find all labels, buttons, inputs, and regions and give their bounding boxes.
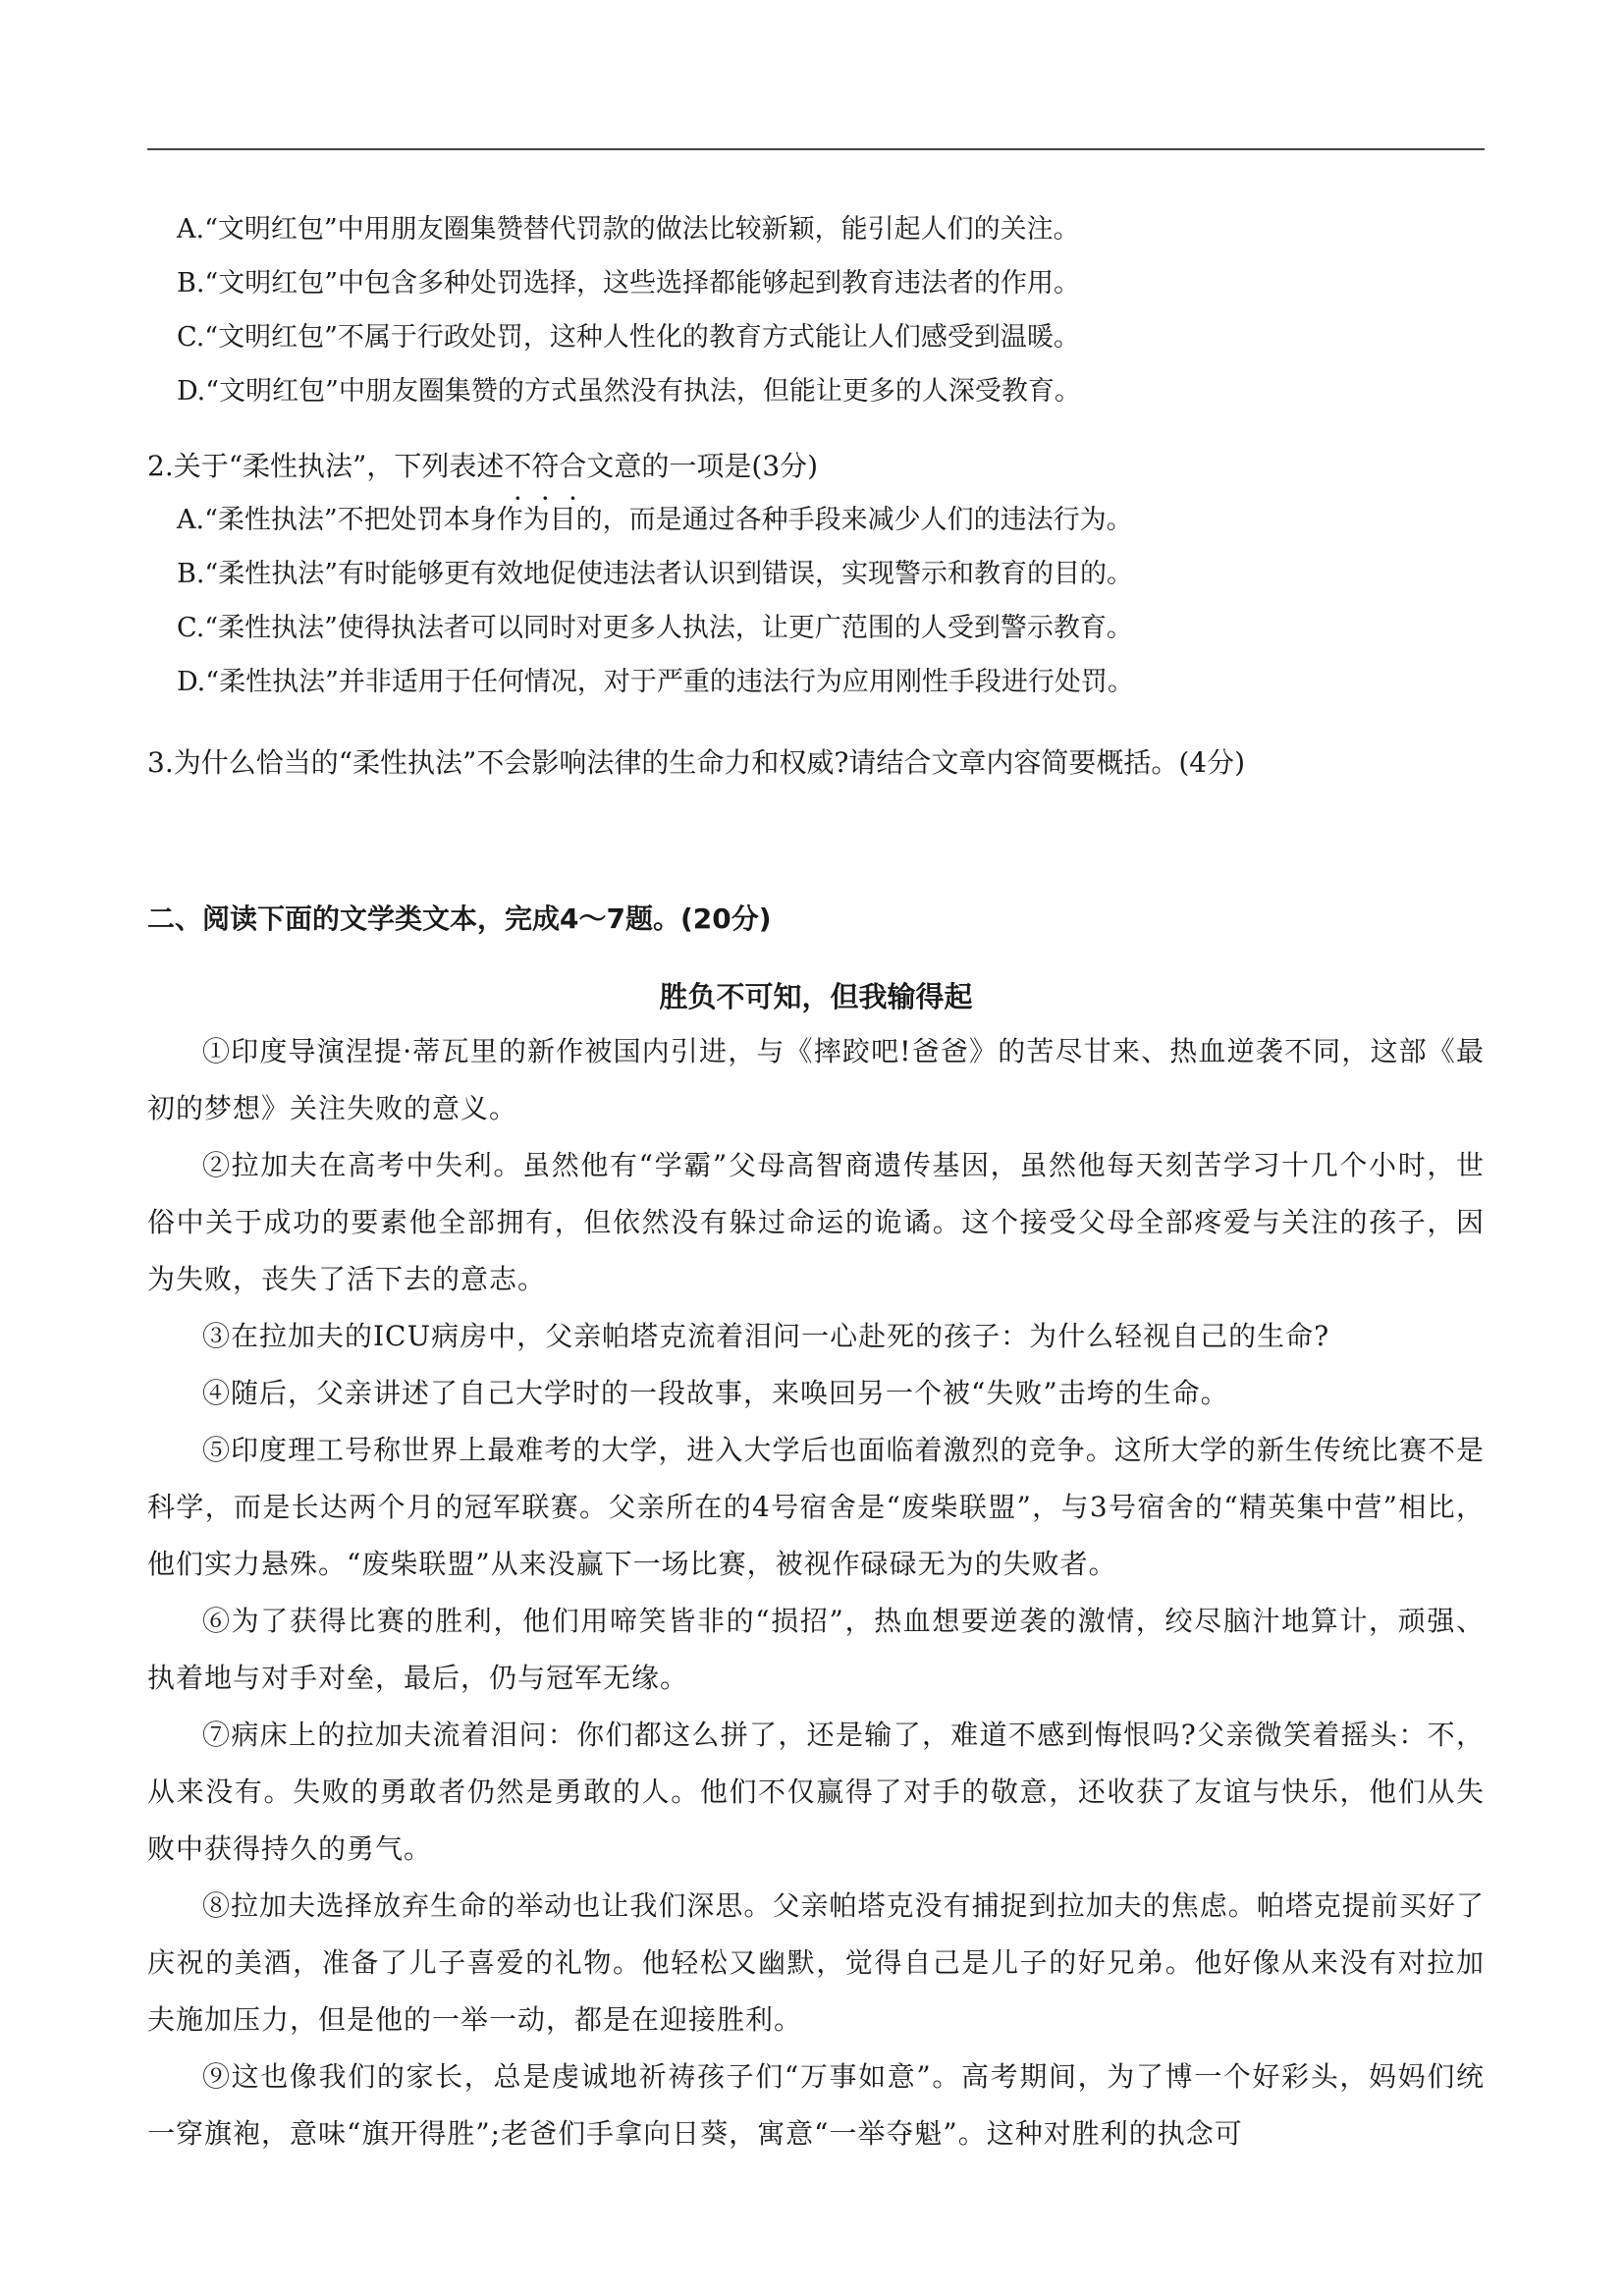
q2-option-c: C.“柔性执法”使得执法者可以同时对更多人执法，让更广范围的人受到警示教育。 — [177, 613, 1133, 643]
emphasis-char: 符 — [531, 450, 560, 482]
emphasis-char: 合 — [559, 450, 587, 482]
paragraph-5: ⑤印度理工号称世界上最难考的大学，进入大学后也面临着激烈的竞争。这所大学的新生传统比赛不是科学，而是长达两个月的冠军联赛。父亲所在的4号宿舍是“废柴联盟”，与3号宿舍的“精英集中营”相比，他们实力悬殊。“废柴联盟”从来没赢下一场比赛，被视作碌碌无为的失败者。 — [147, 1434, 1485, 1580]
paragraph-2: ②拉加夫在高考中失利。虽然他有“学霸”父母高智商遗传基因，虽然他每天刻苦学习十几个小时，世俗中关于成功的要素他全部拥有，但依然没有躲过命运的诡谲。这个接受父母全部疼爱与关注的孩子，因为失败，丧失了活下去的意志。 — [147, 1149, 1485, 1295]
paragraph-6: ⑥为了获得比赛的胜利，他们用啼笑皆非的“损招”，热血想要逆袭的激情，绞尽脑汁地算计，顽强、执着地与对手对垒，最后，仍与冠军无缘。 — [147, 1605, 1485, 1694]
paragraph-1: ①印度导演涅提·蒂瓦里的新作被国内引进，与《摔跤吧!爸爸》的苦尽甘来、热血逆袭不同，这部《最初的梦想》关注失败的意义。 — [147, 1035, 1485, 1124]
q2-option-b: B.“柔性执法”有时能够更有效地促使违法者认识到错误，实现警示和教育的目的。 — [177, 559, 1134, 589]
question-2 — [147, 439, 1485, 709]
question-3 — [147, 736, 1485, 790]
q1-option-c: C.“文明红包”不属于行政处罚，这种人性化的教育方式能让人们感受到温暖。 — [177, 322, 1080, 353]
paragraph-7: ⑦病床上的拉加夫流着泪问：你们都这么拼了，还是输了，难道不感到悔恨吗?父亲微笑着摇头：不，从来没有。失败的勇敢者仍然是勇敢的人。他们不仅赢得了对手的敬意，还收获了友谊与快乐，他们从失败中获得持久的勇气。 — [147, 1719, 1485, 1865]
q2-option-a: A.“柔性执法”不把处罚本身作为目的，而是通过各种手段来减少人们的违法行为。 — [177, 505, 1133, 535]
q2-stem-prefix: 2.关于“柔性执法”，下列表述 — [147, 450, 505, 482]
paragraph-9: ⑨这也像我们的家长，总是虔诚地祈祷孩子们“万事如意”。高考期间，为了博一个好彩头，妈妈们统一穿旗袍，意味“旗开得胜”;老爸们手拿向日葵，寓意“一举夺魁”。这种对胜利的执念可 — [147, 2060, 1485, 2150]
q1-option-b: B.“文明红包”中包含多种处罚选择，这些选择都能够起到教育违法者的作用。 — [177, 268, 1081, 299]
q2-stem-emphasis — [504, 450, 586, 482]
q1-option-d: D.“文明红包”中朋友圈集赞的方式虽然没有执法，但能让更多的人深受教育。 — [177, 376, 1081, 407]
article-body — [147, 1023, 1485, 2162]
article-title-block — [147, 972, 1485, 1021]
header-rule — [147, 148, 1485, 150]
paragraph-4: ④随后，父亲讲述了自己大学时的一段故事，来唤回另一个被“失败”击垮的生命。 — [202, 1377, 1229, 1409]
section-2-heading: 二、阅读下面的文学类文本，完成4～7题。(20分) — [147, 902, 772, 935]
q1-option-a: A.“文明红包”中用朋友圈集赞替代罚款的做法比较新颖，能引起人们的关注。 — [177, 214, 1080, 245]
question-1-options — [147, 202, 1485, 418]
q2-stem-suffix: 文意的一项是(3分) — [586, 450, 819, 482]
section-2-heading-block — [147, 898, 1485, 937]
q2-option-d: D.“柔性执法”并非适用于任何情况，对于严重的违法行为应用刚性手段进行处罚。 — [177, 667, 1134, 697]
emphasis-char: 不 — [504, 450, 532, 482]
q2-stem — [147, 439, 1485, 493]
q3-stem: 3.为什么恰当的“柔性执法”不会影响法律的生命力和权威?请结合文章内容简要概括。(4分) — [147, 746, 1246, 779]
paragraph-8: ⑧拉加夫选择放弃生命的举动也让我们深思。父亲帕塔克没有捕捉到拉加夫的焦虑。帕塔克提前买好了庆祝的美酒，准备了儿子喜爱的礼物。他轻松又幽默，觉得自己是儿子的好兄弟。他好像从来没有对拉加夫施加压力，但是他的一举一动，都是在迎接胜利。 — [147, 1889, 1485, 2036]
paragraph-3: ③在拉加夫的ICU病房中，父亲帕塔克流着泪问一心赴死的孩子：为什么轻视自己的生命? — [202, 1320, 1330, 1352]
article-title: 胜负不可知，但我输得起 — [659, 980, 973, 1013]
